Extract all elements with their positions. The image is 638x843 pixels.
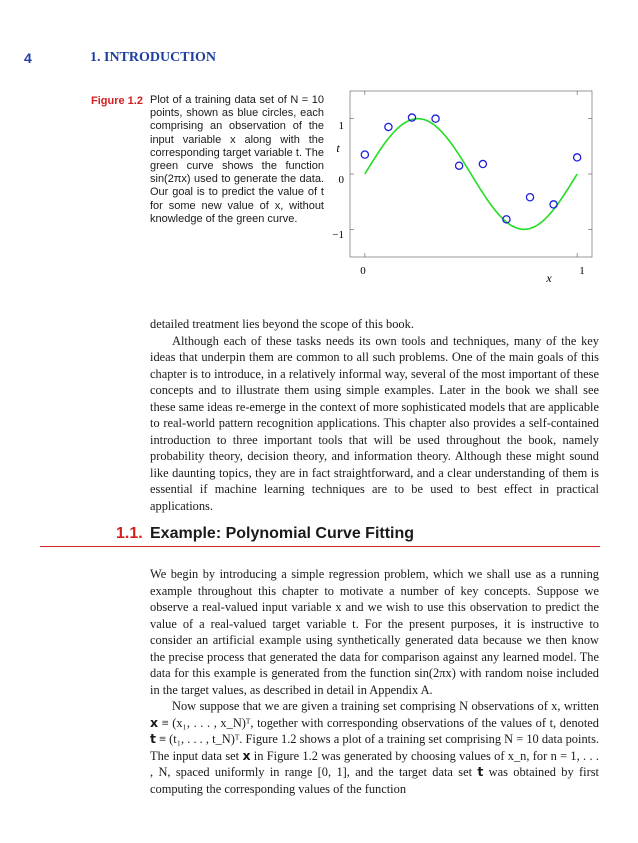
x-tick-label-1: 1 bbox=[579, 265, 585, 277]
intro-text bbox=[150, 316, 599, 514]
section-number: 1.1. bbox=[116, 525, 143, 542]
sine-curve bbox=[365, 119, 577, 230]
figure-caption: Plot of a training data set of N = 10 points, shown as blue circles, each comprising an observation of the input variable x along with the corresponding target variable t. The green curve shows the function sin(2πx) used to generate the data. Our goal is to predict the value of t for some new value of x, without knowledge of the green curve. bbox=[150, 94, 324, 225]
data-points bbox=[361, 114, 580, 223]
section-title: Example: Polynomial Curve Fitting bbox=[150, 525, 415, 542]
y-tick-label-0: 0 bbox=[338, 174, 344, 186]
data-point bbox=[432, 115, 439, 122]
section-rule bbox=[40, 546, 600, 547]
data-point bbox=[385, 123, 392, 130]
paragraph: Although each of these tasks needs its own tools and techniques, many of the key ideas that underpin them are common to all such problems. One of the main goals of this chapter is to introduce, in a relatively informal way, several of the most important of these concepts and to illustrate them using simple examples. Later in the book we shall see these same ideas re-emerge in the context of more sophisticated models that are applicable to real-world pattern recognition applications. This chapter also provides a self-contained introduction to three important tools that will be used throughout the book, namely probability theory, decision theory, and information theory. Although these might sound like daunting topics, they are in fact straightforward, and a clear understanding of them is essential if machine learning techniques are to be used to best effect in practical applications. bbox=[150, 333, 599, 513]
data-point bbox=[456, 162, 463, 169]
section-text bbox=[150, 566, 599, 797]
data-point bbox=[526, 194, 533, 201]
y-axis-label: t bbox=[336, 141, 340, 155]
paragraph: We begin by introducing a simple regression problem, which we shall use as a running example throughout this chapter to motivate a number of key concepts. Suppose we observe a real-valued input variable x and we wish to use this observation to predict the value of a real-valued target variable t. For the present purposes, it is instructive to consider an artificial example using synthetically generated data because we then know the precise process that generated the data for comparison against any learned model. The data for this example is generated from the function sin(2πx) with random noise included in the target values, as described in detail in Appendix A. bbox=[150, 567, 599, 697]
x-axis-label: x bbox=[546, 271, 552, 285]
x-tick-label-0: 0 bbox=[360, 265, 366, 277]
running-head: 1. INTRODUCTION bbox=[90, 50, 217, 65]
data-point bbox=[479, 160, 486, 167]
paragraph: detailed treatment lies beyond the scope of this book. bbox=[150, 317, 414, 331]
paragraph: Now suppose that we are given a training set comprising N observations of x, written 𝘅 ≡ (x₁, . . . , x_N)ᵀ, together with corresponding observations of the values of t, denoted 𝘁 ≡ (t₁, . . . , t_N)ᵀ. Figure 1.2 shows a plot of a training set comprising N = 10 data points. The input data set 𝘅 in Figure 1.2 was generated by choosing values of x_n, for n = 1, . . . , N, spaced uniformly in range [0, 1], and the target data set 𝘁 was obtained by first computing the corresponding values of the function bbox=[150, 699, 599, 796]
training-data-plot bbox=[330, 88, 600, 288]
y-tick-label-neg1: −1 bbox=[332, 229, 344, 241]
figure-label: Figure 1.2 bbox=[91, 95, 143, 107]
data-point bbox=[550, 201, 557, 208]
y-tick-label-1: 1 bbox=[338, 120, 344, 132]
data-point bbox=[361, 151, 368, 158]
data-point bbox=[574, 154, 581, 161]
page-number: 4 bbox=[24, 50, 32, 66]
